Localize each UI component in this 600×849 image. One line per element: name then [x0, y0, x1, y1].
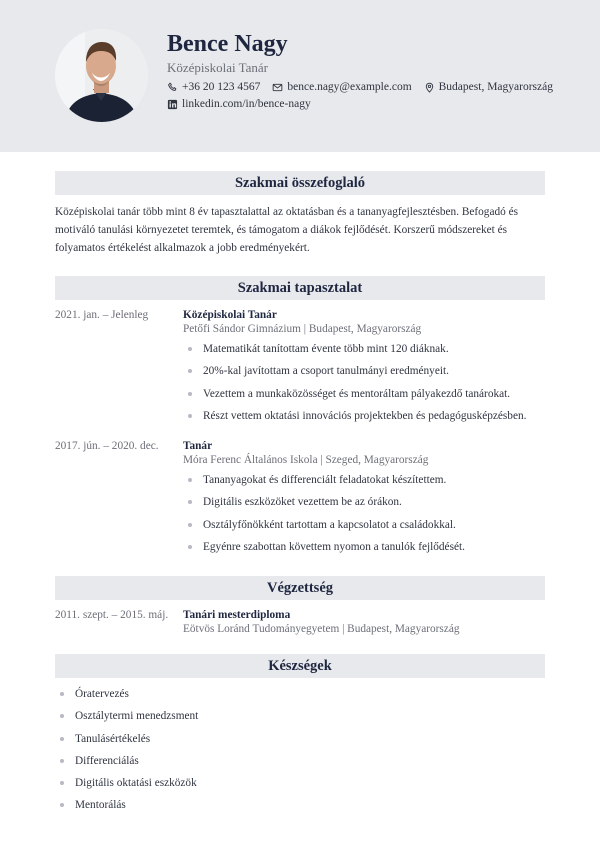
contact-row — [167, 80, 565, 94]
section-heading-summary: Szakmai összefoglaló — [55, 171, 545, 195]
section-heading-education: Végzettség — [55, 576, 545, 600]
list-item: Tanulásértékelés — [55, 732, 198, 746]
education-dates: 2011. szept. – 2015. máj. — [55, 609, 169, 621]
section-heading-skills: Készségek — [55, 654, 545, 678]
list-item: Óratervezés — [55, 687, 198, 701]
education-degree: Tanári mesterdiploma — [183, 609, 291, 621]
contact-location — [424, 80, 553, 94]
job-position: Tanár — [183, 440, 213, 452]
list-item: Részt vettem oktatási innovációs projektekben és pedagógusképzésben. — [183, 409, 526, 423]
contact-email[interactable] — [272, 80, 411, 94]
job-organization: Móra Ferenc Általános Iskola | Szeged, Magyarország — [183, 454, 429, 466]
list-item: Osztálytermi menedzsment — [55, 709, 198, 723]
job-organization: Petőfi Sándor Gimnázium | Budapest, Magyarország — [183, 323, 422, 335]
job-achievements — [183, 342, 526, 431]
phone-icon — [167, 82, 178, 93]
job-position: Középiskolai Tanár — [183, 309, 277, 321]
list-item: Digitális eszközöket vezettem be az órákon. — [183, 495, 465, 509]
skills-list — [55, 687, 198, 821]
portrait-illustration — [55, 29, 148, 122]
education-school: Eötvös Loránd Tudományegyetem | Budapest, Magyarország — [183, 623, 460, 635]
linkedin-row — [167, 97, 323, 111]
list-item: Vezettem a munkaközösséget és mentoráltam pályakezdő tanárokat. — [183, 387, 526, 401]
job-dates: 2017. jún. – 2020. dec. — [55, 440, 159, 452]
linkedin-icon — [167, 99, 178, 110]
summary-text: Középiskolai tanár több mint 8 év tapasztalattal az oktatásban és a tananyagfejlesztésben. Befogadó és motiváló tanulási környezetet teremtek, és támogatom a diákok fejlődését. Korszerű módszereket és folyamatos értékelést alkalmazok a jobb eredményekért. — [55, 206, 518, 255]
location-text: Budapest, Magyarország — [438, 81, 553, 93]
resume-header — [0, 0, 600, 152]
list-item: Matematikát tanítottam évente több mint 120 diáknak. — [183, 342, 526, 356]
mail-icon — [272, 82, 283, 93]
job-title: Középiskolai Tanár — [167, 60, 269, 75]
list-item: Egyénre szabottan követtem nyomon a tanulók fejlődését. — [183, 540, 465, 554]
linkedin-text: linkedin.com/in/bence-nagy — [182, 98, 311, 110]
person-name: Bence Nagy — [167, 31, 288, 57]
list-item: Osztályfőnökként tartottam a kapcsolatot a családokkal. — [183, 518, 465, 532]
list-item: Digitális oktatási eszközök — [55, 776, 198, 790]
email-text: bence.nagy@example.com — [287, 81, 412, 93]
list-item: Mentorálás — [55, 798, 198, 812]
list-item: 20%-kal javítottam a csoport tanulmányi eredményeit. — [183, 364, 526, 378]
phone-text: +36 20 123 4567 — [182, 81, 261, 93]
location-pin-icon — [424, 82, 435, 93]
job-achievements — [183, 473, 465, 562]
list-item: Tananyagokat és differenciált feladatokat készítettem. — [183, 473, 465, 487]
contact-linkedin[interactable] — [167, 97, 311, 111]
contact-phone[interactable] — [167, 80, 260, 94]
profile-photo — [55, 29, 148, 122]
section-heading-experience: Szakmai tapasztalat — [55, 276, 545, 300]
job-dates: 2021. jan. – Jelenleg — [55, 309, 149, 321]
list-item: Differenciálás — [55, 754, 198, 768]
